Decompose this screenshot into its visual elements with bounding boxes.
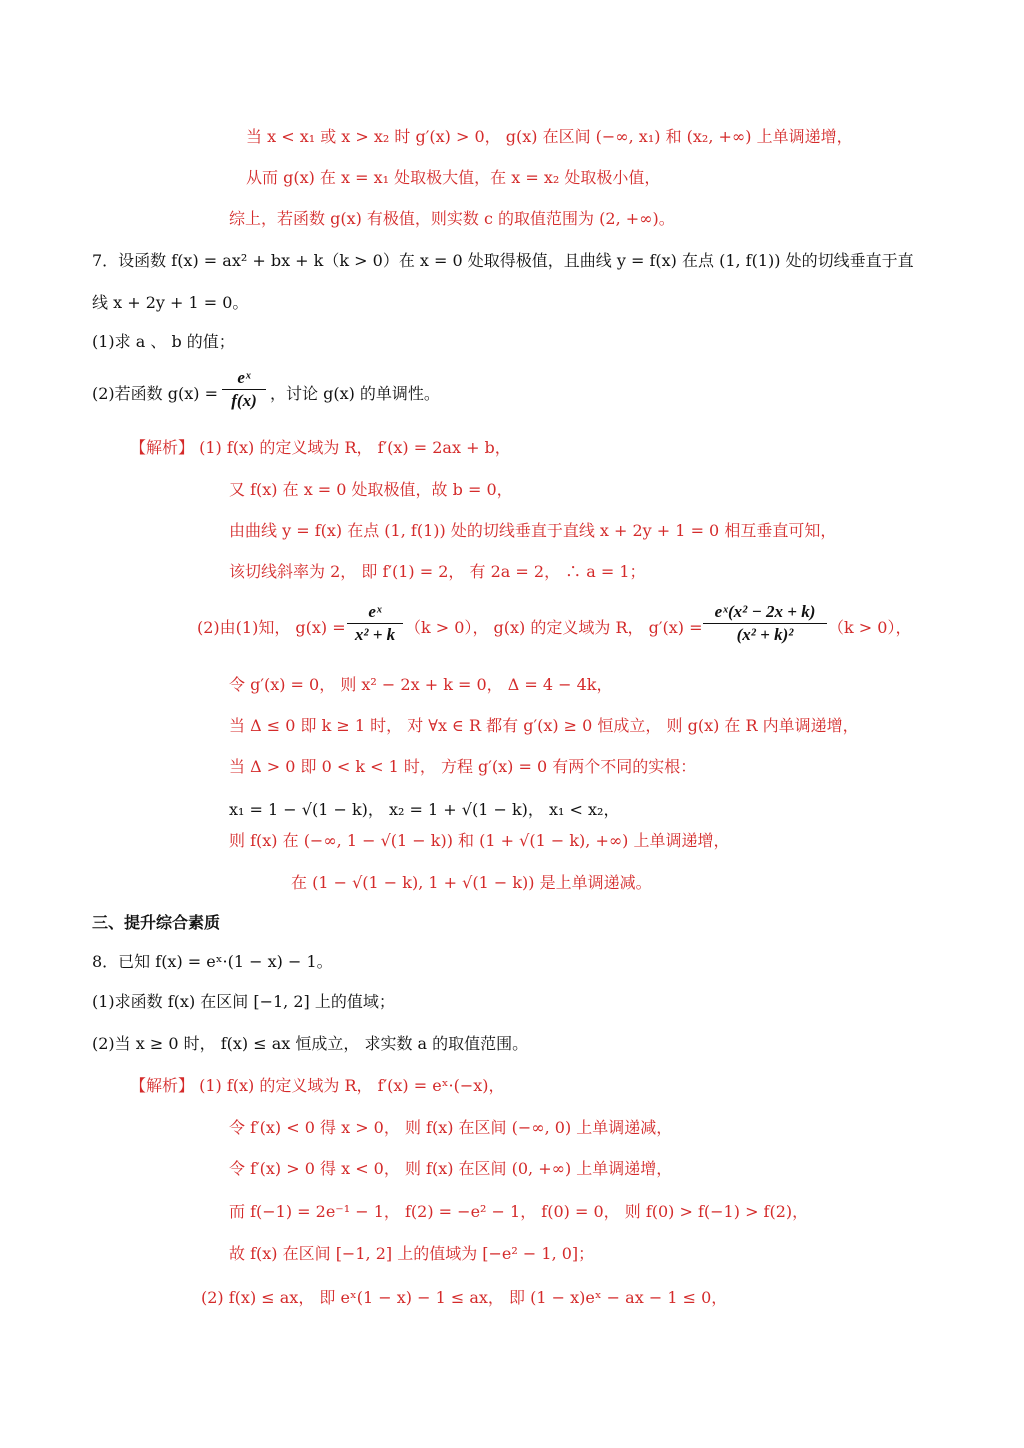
solution-7-line-perpendicular: 由曲线 y = f(x) 在点 (1, f(1)) 处的切线垂直于直线 x + 2y + 1 = 0 相互垂直可知， xyxy=(229,521,837,540)
fraction-numerator: eˣ xyxy=(237,368,251,387)
solution-7-label-line xyxy=(130,437,511,459)
solution-8-line-increasing: 令 f′(x) > 0 得 x < 0， 则 f(x) 在区间 (0, +∞) 上单调递增， xyxy=(229,1159,673,1178)
solution-7-line-decreasing: 在 (1 − √(1 − k), 1 + √(1 − k)) 是上单调递减。 xyxy=(291,873,652,892)
fraction-bar xyxy=(347,623,403,624)
problem-7-statement-cont: 线 x + 2y + 1 = 0。 xyxy=(92,293,249,312)
solution-line-conclusion: 综上，若函数 g(x) 有极值，则实数 c 的取值范围为 (2, +∞)。 xyxy=(229,209,675,228)
fraction-denominator: f(x) xyxy=(231,391,257,410)
problem-7-part-2-prefix: (2)若函数 g(x) = xyxy=(92,384,218,403)
solution-8-line-decreasing: 令 f′(x) < 0 得 x > 0， 则 f(x) 在区间 (−∞, 0) 上单调递减， xyxy=(229,1118,673,1137)
solution-7-line-slope: 该切线斜率为 2， 即 f′(1) = 2， 有 2a = 2， ∴ a = 1； xyxy=(229,562,646,581)
fraction-ex-over-fx xyxy=(222,368,266,411)
solution-tag: 【解析】 xyxy=(130,1076,195,1095)
solution-7-line-increasing: 则 f(x) 在 (−∞, 1 − √(1 − k)) 和 (1 + √(1 − k), +∞) 上单调递增， xyxy=(229,831,730,850)
problem-7-part-1: (1)求 a 、 b 的值； xyxy=(92,332,235,351)
fraction-bar xyxy=(703,623,827,624)
solution-7-part-1: (1) f(x) 的定义域为 R， f′(x) = 2ax + b， xyxy=(199,438,511,457)
fraction-g-prime xyxy=(703,602,827,645)
solution-7-line-case-2: 当 Δ > 0 即 0 < k < 1 时， 方程 g′(x) = 0 有两个不同的实根： xyxy=(229,757,697,776)
solution-line-increasing: 当 x < x₁ 或 x > x₂ 时 g′(x) > 0， g(x) 在区间 (−∞, x₁) 和 (x₂, +∞) 上单调递增， xyxy=(246,127,853,146)
fraction-numerator: eˣ xyxy=(368,602,382,621)
problem-8-statement: 8．已知 f(x) = eˣ·(1 − x) − 1。 xyxy=(92,952,333,971)
fraction-bar xyxy=(222,389,266,390)
solution-7-part-2-mid: （k > 0）， g(x) 的定义域为 R， g′(x) = xyxy=(405,618,703,637)
problem-8-part-1: (1)求函数 f(x) 在区间 [−1, 2] 上的值域； xyxy=(92,992,395,1011)
solution-7-line-discriminant: 令 g′(x) = 0， 则 x² − 2x + k = 0， Δ = 4 − 4k， xyxy=(229,675,613,694)
fraction-numerator: eˣ(x² − 2x + k) xyxy=(714,602,816,621)
fraction-denominator: x² + k xyxy=(354,625,396,644)
problem-7-part-2-suffix: ，讨论 g(x) 的单调性。 xyxy=(270,384,440,403)
solution-7-line-case-1: 当 Δ ≤ 0 即 k ≥ 1 时， 对 ∀x ∈ R 都有 g′(x) ≥ 0 恒成立， 则 g(x) 在 R 内单调递增， xyxy=(229,716,859,735)
section-heading: 三、提升综合素质 xyxy=(92,913,221,932)
solution-line-extrema: 从而 g(x) 在 x = x₁ 处取极大值，在 x = x₂ 处取极小值， xyxy=(246,168,661,187)
solution-8-part-2: (2) f(x) ≤ ax， 即 eˣ(1 − x) − 1 ≤ ax， 即 (1 − x)eˣ − ax − 1 ≤ 0， xyxy=(201,1288,728,1307)
fraction-denominator: (x² + k)² xyxy=(736,625,794,644)
solution-7-line-roots: x₁ = 1 − √(1 − k)， x₂ = 1 + √(1 − k)， x₁ < x₂， xyxy=(229,800,620,819)
solution-8-line-values: 而 f(−1) = 2e⁻¹ − 1， f(2) = −e² − 1， f(0) = 0， 则 f(0) > f(−1) > f(2)， xyxy=(229,1202,809,1221)
fraction-gx xyxy=(347,602,403,645)
problem-7-statement: 7．设函数 f(x) = ax² + bx + k（k > 0）在 x = 0 处取得极值，且曲线 y = f(x) 在点 (1, f(1)) 处的切线垂直于直 xyxy=(92,251,914,270)
solution-tag: 【解析】 xyxy=(130,438,195,457)
problem-8-part-2: (2)当 x ≥ 0 时， f(x) ≤ ax 恒成立， 求实数 a 的取值范围。 xyxy=(92,1034,529,1053)
solution-8-part-1: (1) f(x) 的定义域为 R， f′(x) = eˣ·(−x)， xyxy=(199,1076,505,1095)
solution-7-part-2-prefix: (2)由(1)知， g(x) = xyxy=(197,618,346,637)
solution-8-line-range: 故 f(x) 在区间 [−1, 2] 上的值域为 [−e² − 1, 0]； xyxy=(229,1244,595,1263)
solution-8-label-line xyxy=(130,1075,505,1097)
solution-7-line-b: 又 f(x) 在 x = 0 处取极值，故 b = 0， xyxy=(229,480,513,499)
solution-7-part-2-suffix: （k > 0）， xyxy=(828,618,912,637)
